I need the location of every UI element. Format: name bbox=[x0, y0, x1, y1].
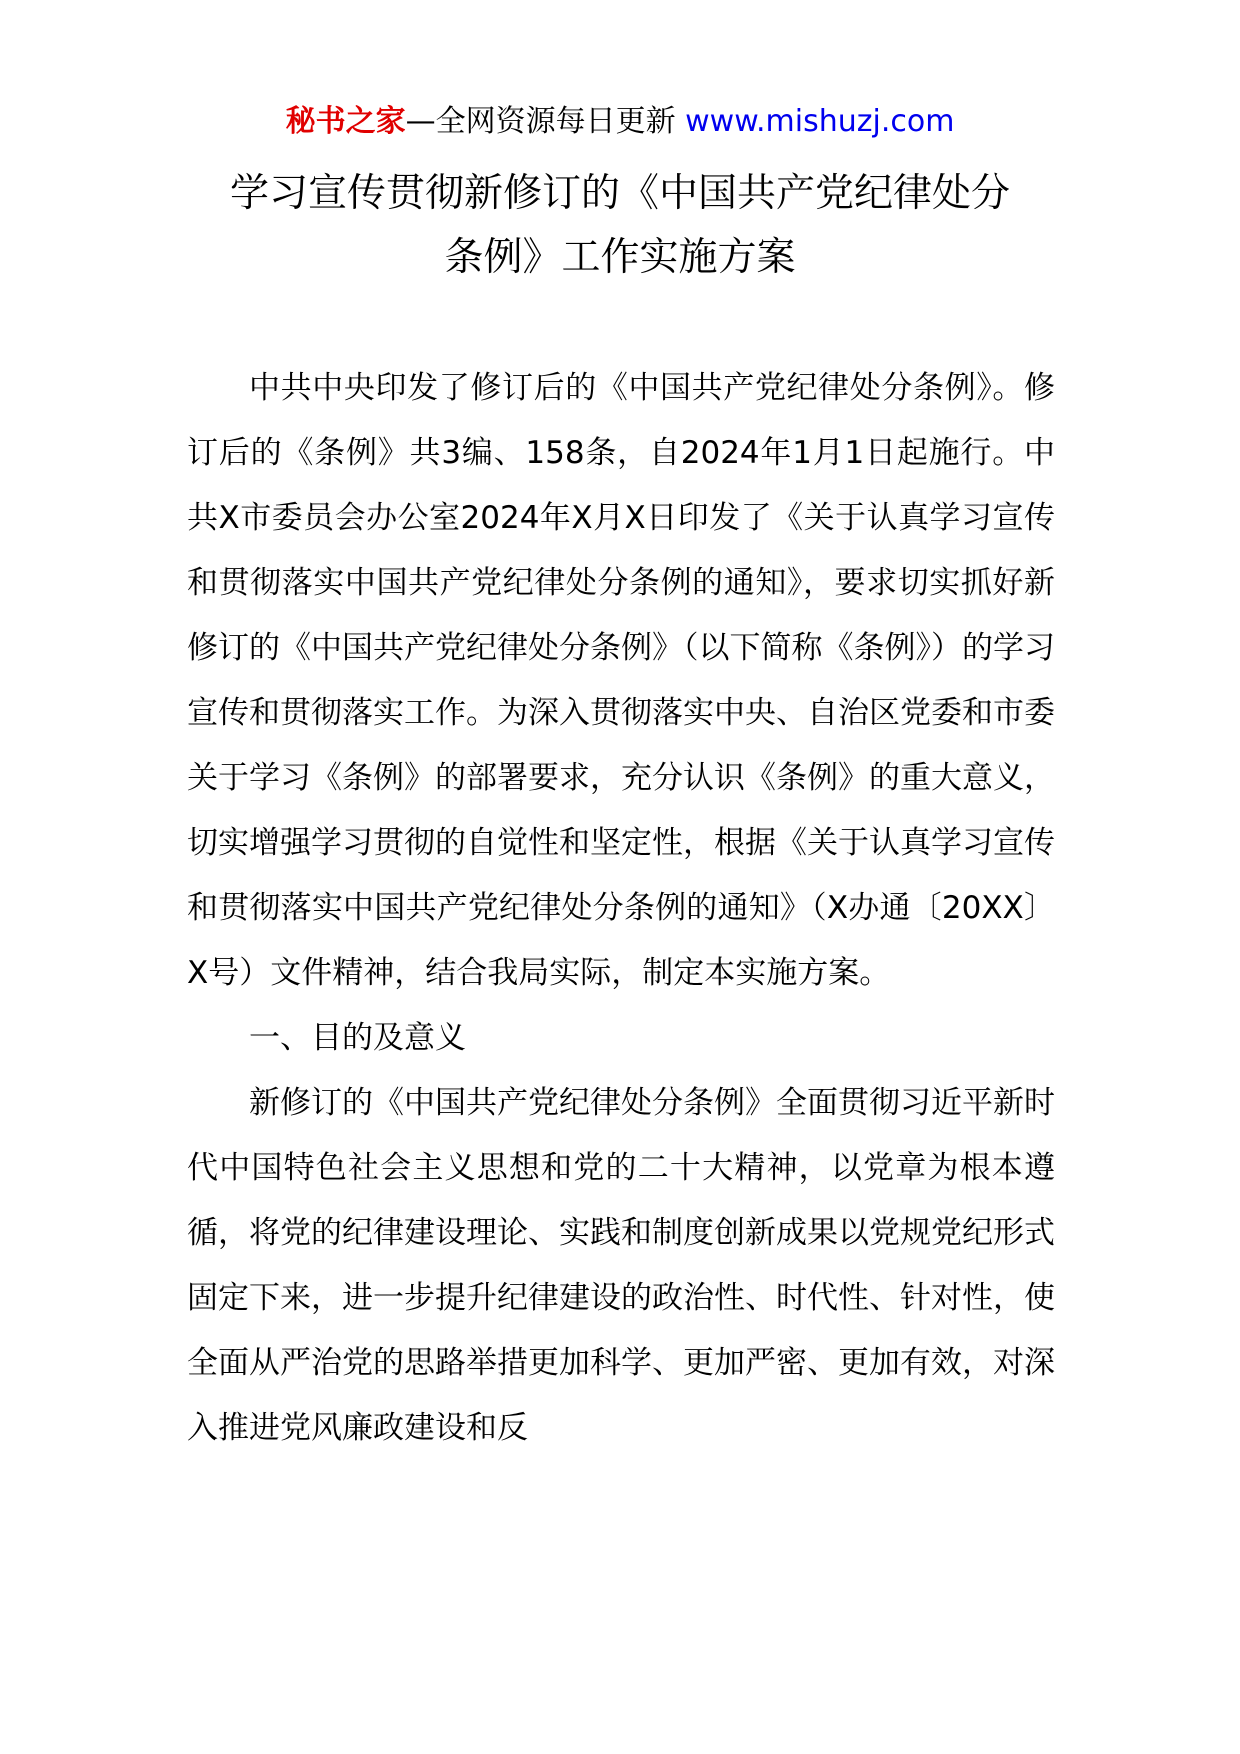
section-paragraph: 新修订的《中国共产党纪律处分条例》全面贯彻习近平新时代中国特色社会主义思想和党的二十大精神，以党章为根本遵循，将党的纪律建设理论、实践和制度创新成果以党规党纪形式固定下来，进一步提升纪律建设的政治性、时代性、针对性，使全面从严治党的思路举措更加科学、更加严密、更加有效，对深入推进党风廉政建设和反 bbox=[187, 1085, 1055, 1446]
document-body bbox=[187, 356, 1055, 1461]
document-title bbox=[150, 162, 1090, 290]
header-tagline: —全网资源每日更新 bbox=[405, 104, 686, 139]
site-header bbox=[0, 102, 1240, 142]
title-line-2: 条例》工作实施方案 bbox=[444, 235, 796, 280]
site-url-link[interactable]: www.mishuzj.com bbox=[685, 104, 955, 139]
intro-paragraph: 中共中央印发了修订后的《中国共产党纪律处分条例》。修订后的《条例》共3编、158条，自2024年1月1日起施行。中共X市委员会办公室2024年X月X日印发了《关于认真学习宣传和贯彻落实中国共产党纪律处分条例的通知》，要求切实抓好新修订的《中国共产党纪律处分条例》（以下简称《条例》）的学习宣传和贯彻落实工作。为深入贯彻落实中央、自治区党委和市委关于学习《条例》的部署要求，充分认识《条例》的重大意义，切实增强学习贯彻的自觉性和坚定性，根据《关于认真学习宣传和贯彻落实中国共产党纪律处分条例的通知》（X办通〔20XX〕X号）文件精神，结合我局实际，制定本实施方案。 bbox=[187, 370, 1055, 991]
section-heading: 一、目的及意义 bbox=[249, 1020, 466, 1056]
brand-name: 秘书之家 bbox=[285, 104, 406, 139]
title-line-1: 学习宣传贯彻新修订的《中国共产党纪律处分 bbox=[229, 171, 1010, 216]
